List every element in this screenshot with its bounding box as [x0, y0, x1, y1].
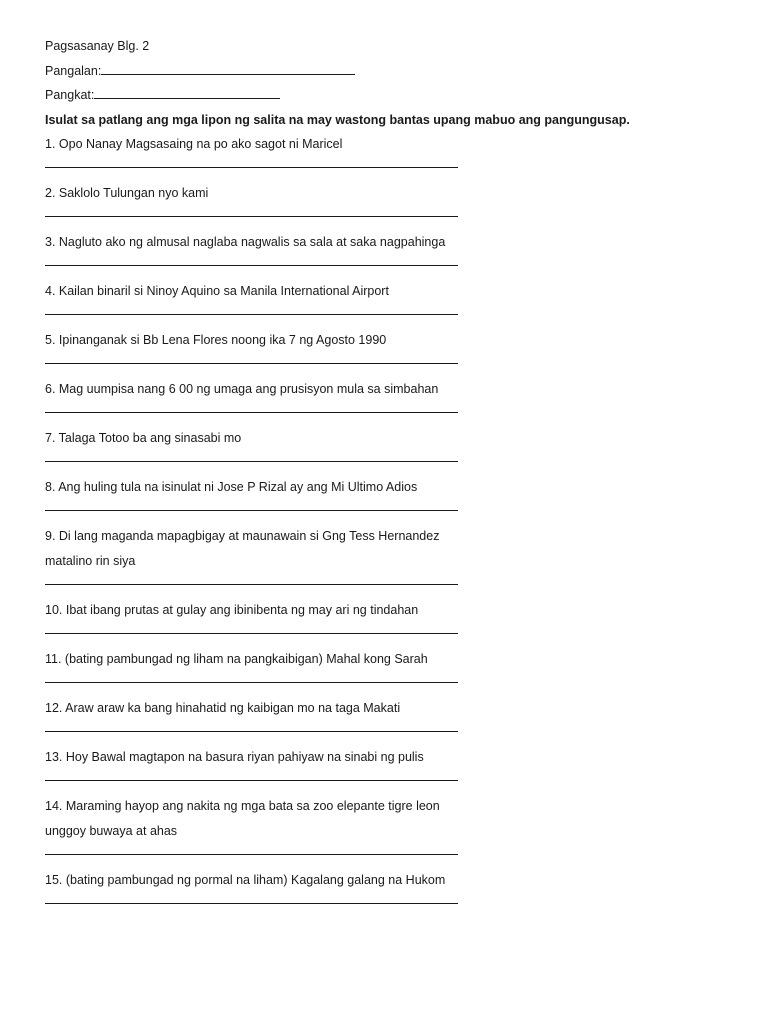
- exercise-prompt: 12. Araw araw ka bang hinahatid ng kaibigan mo na taga Makati: [45, 701, 401, 715]
- answer-blank[interactable]: [45, 633, 458, 634]
- exercise-list: [45, 136, 685, 904]
- exercise-prompt: 13. Hoy Bawal magtapon na basura riyan pahiyaw na sinabi ng pulis: [45, 750, 424, 764]
- exercise-prompt: 5. Ipinanganak si Bb Lena Flores noong ika 7 ng Agosto 1990: [45, 333, 387, 347]
- answer-blank[interactable]: [45, 731, 458, 732]
- exercise-item: [45, 749, 685, 781]
- name-label: Pangalan:: [45, 63, 102, 78]
- answer-blank[interactable]: [45, 780, 458, 781]
- exercise-prompt: 8. Ang huling tula na isinulat ni Jose P Rizal ay ang Mi Ultimo Adios: [45, 480, 418, 494]
- name-row: [45, 63, 685, 88]
- group-label: Pangkat:: [45, 88, 95, 102]
- answer-blank[interactable]: [45, 461, 458, 462]
- group-blank[interactable]: [94, 87, 280, 99]
- exercise-prompt: 3. Nagluto ako ng almusal naglaba nagwalis sa sala at saka nagpahinga: [45, 235, 446, 249]
- exercise-prompt: 11. (bating pambungad ng liham na pangkaibigan) Mahal kong Sarah: [45, 652, 428, 666]
- exercise-item: [45, 185, 685, 217]
- exercise-prompt: 14. Maraming hayop ang nakita ng mga bata sa zoo elepante tigre leon: [45, 799, 440, 813]
- answer-blank[interactable]: [45, 854, 458, 855]
- group-row: [45, 87, 685, 112]
- answer-blank[interactable]: [45, 167, 458, 168]
- exercise-prompt: 4. Kailan binaril si Ninoy Aquino sa Manila International Airport: [45, 284, 389, 298]
- exercise-prompt: 6. Mag uumpisa nang 6 00 ng umaga ang prusisyon mula sa simbahan: [45, 382, 439, 396]
- answer-blank[interactable]: [45, 363, 458, 364]
- exercise-item: [45, 136, 685, 168]
- worksheet-title: Pagsasanay Blg. 2: [45, 39, 150, 53]
- answer-blank[interactable]: [45, 584, 458, 585]
- exercise-item: [45, 651, 685, 683]
- exercise-item: [45, 528, 685, 585]
- exercise-item: [45, 700, 685, 732]
- exercise-prompt: unggoy buwaya at ahas: [45, 824, 178, 838]
- exercise-item: [45, 234, 685, 266]
- exercise-prompt: matalino rin siya: [45, 554, 136, 568]
- exercise-item: [45, 381, 685, 413]
- exercise-prompt: 2. Saklolo Tulungan nyo kami: [45, 186, 209, 200]
- exercise-item: [45, 332, 685, 364]
- exercise-prompt: 15. (bating pambungad ng pormal na liham) Kagalang galang na Hukom: [45, 873, 446, 887]
- exercise-item: [45, 430, 685, 462]
- name-blank[interactable]: [101, 63, 355, 75]
- exercise-item: [45, 602, 685, 634]
- exercise-prompt: 10. Ibat ibang prutas at gulay ang ibinibenta ng may ari ng tindahan: [45, 603, 419, 617]
- exercise-item: [45, 798, 685, 855]
- answer-blank[interactable]: [45, 682, 458, 683]
- exercise-item: [45, 872, 685, 904]
- exercise-item: [45, 283, 685, 315]
- answer-blank[interactable]: [45, 314, 458, 315]
- exercise-prompt: 9. Di lang maganda mapagbigay at maunawain si Gng Tess Hernandez: [45, 529, 440, 543]
- answer-blank[interactable]: [45, 903, 458, 904]
- worksheet-page: [45, 38, 685, 921]
- exercise-item: [45, 479, 685, 511]
- exercise-prompt: 7. Talaga Totoo ba ang sinasabi mo: [45, 431, 242, 445]
- exercise-prompt: 1. Opo Nanay Magsasaing na po ako sagot ni Maricel: [45, 137, 343, 151]
- answer-blank[interactable]: [45, 265, 458, 266]
- answer-blank[interactable]: [45, 216, 458, 217]
- instructions: Isulat sa patlang ang mga lipon ng salita na may wastong bantas upang mabuo ang pangungusap.: [45, 112, 630, 127]
- answer-blank[interactable]: [45, 412, 458, 413]
- answer-blank[interactable]: [45, 510, 458, 511]
